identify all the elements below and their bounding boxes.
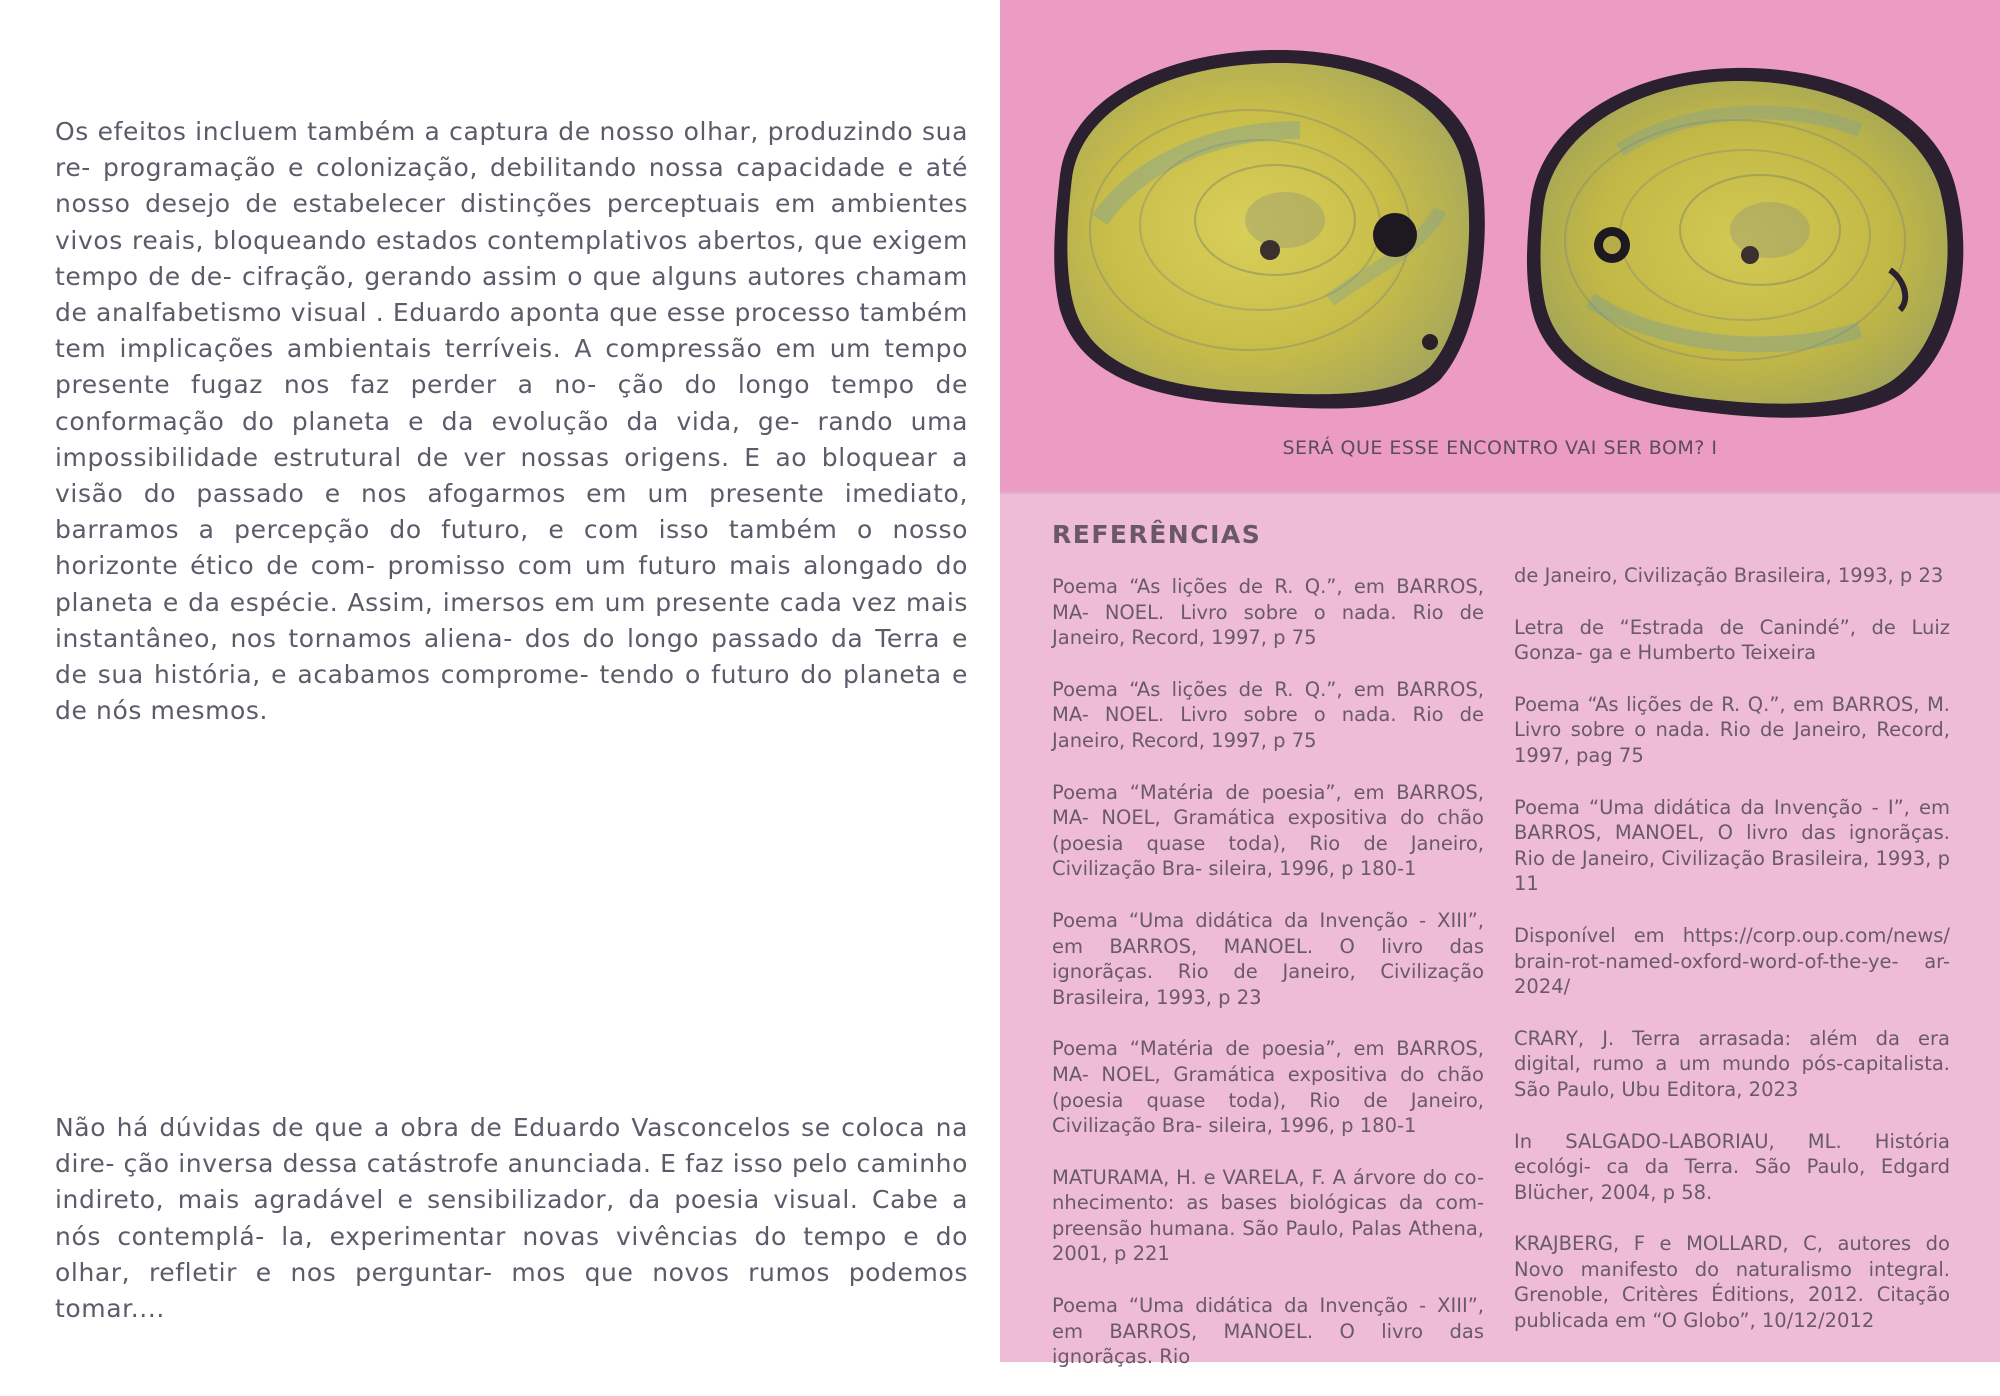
reference-item: Poema “Uma didática da Invenção - I”, em BARROS, MANOEL, O livro das ignorãças. Rio de Janeiro, Civilização Brasileira, 1993, p 11 bbox=[1514, 795, 1950, 896]
reference-item: Poema “As lições de R. Q.”, em BARROS, MA- NOEL. Livro sobre o nada. Rio de Janeiro, Record, 1997, p 75 bbox=[1052, 575, 1484, 650]
reference-item: de Janeiro, Civilização Brasileira, 1993, p 23 bbox=[1514, 564, 1944, 587]
reference-item: Poema “Matéria de poesia”, em BARROS, MA- NOEL, Gramática expositiva do chão (poesia quase toda), Rio de Janeiro, Civilização Bra- sileira, 1996, p 180-1 bbox=[1052, 780, 1484, 881]
artwork-photo bbox=[1000, 0, 2000, 492]
reference-item: Letra de “Estrada de Canindé”, de Luiz Gonza- ga e Humberto Teixeira bbox=[1514, 615, 1950, 665]
references-column-a bbox=[1052, 574, 1484, 1396]
section-divider bbox=[1000, 492, 2000, 494]
reference-item: Disponível em https://corp.oup.com/news/ brain-rot-named-oxford-word-of-the-ye- ar-2024/ bbox=[1514, 923, 1950, 999]
wood-slices-image bbox=[1000, 0, 2000, 492]
sidebar-column bbox=[1000, 0, 2000, 1369]
reference-item: Poema “As lições de R. Q.”, em BARROS, M. Livro sobre o nada. Rio de Janeiro, Record, 1997, pag 75 bbox=[1514, 692, 1950, 767]
article-column bbox=[0, 0, 1000, 1362]
reference-item: In SALGADO-LABORIAU, ML. História ecológi- ca da Terra. São Paulo, Edgard Blücher, 2004, p 58. bbox=[1514, 1129, 1950, 1204]
right-wood-slice bbox=[1527, 68, 1963, 418]
article-paragraph-1: Os efeitos incluem também a captura de nosso olhar, produzindo sua re- programação e colonização, debilitando nossa capacidade e até nosso desejo de estabelecer distinções perceptuais em ambientes vivos reais, bloqueando estados contemplativos abertos, que exigem tempo de de- cifração, gerando assim o que alguns autores chamam de analfabetismo visual . Eduardo aponta que esse processo também tem implicações ambientais terríveis. A compressão em um tempo presente fugaz nos faz perder a no- ção do longo tempo de conformação do planeta e da evolução da vida, ge- rando uma impossibilidade estrutural de ver nossas origens. E ao bloquear a visão do passado e nos afogarmos em um presente imediato, barramos a percepção do futuro, e com isso também o nosso horizonte ético de com- promisso com um futuro mais alongado do planeta e da espécie. Assim, imersos em um presente cada vez mais instantâneo, nos tornamos aliena- dos do longo passado da Terra e de sua história, e acabamos comprome- tendo o futuro do planeta e de nós mesmos. bbox=[55, 117, 968, 726]
reference-item: Poema “Matéria de poesia”, em BARROS, MA- NOEL, Gramática expositiva do chão (poesia quase toda), Rio de Janeiro, Civilização Bra- sileira, 1996, p 180-1 bbox=[1052, 1037, 1484, 1138]
reference-item: CRARY, J. Terra arrasada: além da era digital, rumo a um mundo pós-capitalista. São Paulo, Ubu Editora, 2023 bbox=[1514, 1026, 1950, 1101]
reference-item: Poema “As lições de R. Q.”, em BARROS, MA- NOEL. Livro sobre o nada. Rio de Janeiro, Record, 1997, p 75 bbox=[1052, 677, 1484, 752]
references-column-b bbox=[1514, 563, 1950, 1360]
reference-item: Poema “Uma didática da Invenção - XIII”, em BARROS, MANOEL. O livro das ignorãças. Rio bbox=[1052, 1294, 1484, 1369]
references-title: REFERÊNCIAS bbox=[1052, 520, 1262, 549]
article-paragraph-2: Não há dúvidas de que a obra de Eduardo Vasconcelos se coloca na dire- ção inversa dessa catástrofe anunciada. E faz isso pelo caminho indireto, mais agradável e sensibilizador, da poesia visual. Cabe a nós contemplá- la, experimentar novas vivências do tempo e do olhar, refletir e nos perguntar- mos que novos rumos podemos tomar.... bbox=[55, 1113, 968, 1324]
photo-caption: SERÁ QUE ESSE ENCONTRO VAI SER BOM? I bbox=[1282, 437, 1718, 459]
left-wood-slice bbox=[1054, 50, 1485, 409]
reference-item: Poema “Uma didática da Invenção - XIII”, em BARROS, MANOEL. O livro das ignorãças. Rio de Janeiro, Civilização Brasileira, 1993, p 23 bbox=[1052, 908, 1484, 1009]
reference-item: MATURAMA, H. e VARELA, F. A árvore do co- nhecimento: as bases biológicas da com- preensão humana. São Paulo, Palas Athena, 2001, p 221 bbox=[1052, 1165, 1484, 1266]
reference-item: KRAJBERG, F e MOLLARD, C, autores do Novo manifesto do naturalismo integral. Grenoble, Critères Éditions, 2012. Citação publicada em “O Globo”, 10/12/2012 bbox=[1514, 1232, 1950, 1333]
